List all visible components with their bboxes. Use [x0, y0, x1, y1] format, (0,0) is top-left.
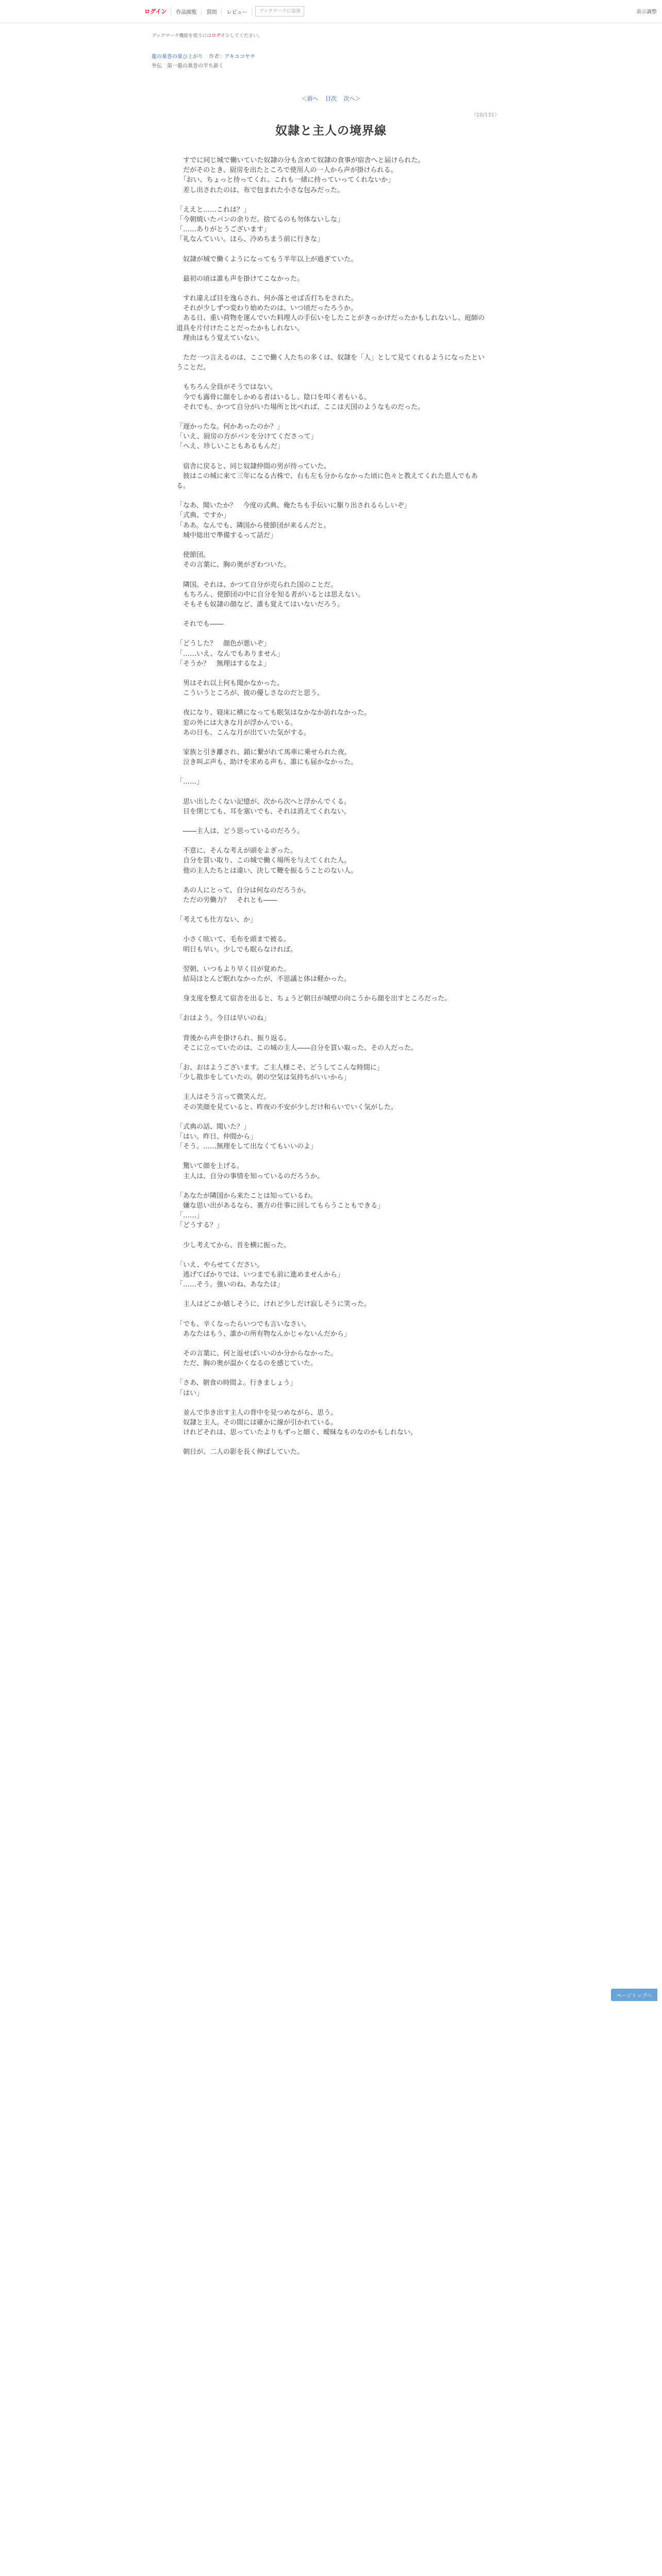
body-paragraph: 最初の頃は誰も声を掛けてこなかった。	[176, 275, 304, 283]
page-number: （10/131）	[471, 112, 500, 118]
login-note	[152, 32, 262, 39]
bookmark-add-button[interactable]	[255, 6, 304, 16]
author-prefix: 作者：	[209, 54, 225, 60]
body-paragraph: ――主人は、どう思っているのだろう。	[176, 827, 304, 835]
body-paragraph: その言葉に、何と返せばいいのか分からなかった。 ただ、胸の奥が温かくなるのを感じていた。	[183, 1350, 338, 1368]
author-info	[209, 54, 255, 60]
nav-review-link[interactable]: レビュー	[222, 8, 252, 15]
body-paragraph: 「なあ、聞いたか？ 今度の式典、俺たちも手伝いに駆り出されるらしいぞ」 「式典、ですか」 「ああ。なんでも、隣国から使節団が来るんだと。 城中総出で準備するって話だ」	[176, 502, 411, 539]
body-paragraph: 思い出したくない記憶が、次から次へと浮かんでくる。 目を閉じても、耳を塞いでも、それは消えてくれない。	[183, 798, 351, 816]
series-info	[152, 54, 255, 61]
body-paragraph: 「式典の話、聞いた？」 「はい。昨日、仲間から」 「そう。……無理をして出なくてもいいのよ」	[176, 1123, 318, 1151]
body-paragraph: それでも――	[176, 620, 224, 629]
body-paragraph: 男はそれ以上何も聞かなかった。 こういうところが、彼の優しさなのだと思う。	[183, 679, 324, 698]
body-paragraph: 家族と引き離され、鎖に繋がれて馬車に乗せられた夜。 泣き叫ぶ声も、助けを求める声も、誰にも届かなかった。	[183, 748, 358, 767]
episode-title: 奴隷と主人の境界線	[275, 124, 387, 138]
body-paragraph: 「おはよう。今日は早いのね」	[176, 1014, 271, 1023]
body-paragraph: 「いえ、やらせてください。 逃げてばかりでは、いつまでも前に進めませんから」 「……そう。強いのね、あなたは」	[176, 1261, 344, 1289]
body-paragraph: 朝日が、二人の影を長く伸ばしていた。	[176, 1448, 304, 1456]
body-paragraph: 主人はそう言って微笑んだ。 その笑顔を見ていると、昨夜の不安が少しだけ和らいでいく気がした。	[183, 1093, 398, 1111]
author-link[interactable]: アキユコヤチ	[224, 54, 255, 60]
body-paragraph: すでに同じ城で働いていた奴隷の分も含めて奴隷の食事が宿舎へと届けられた。 だがそのとき、厨房を出たところで使用人の一人から声が掛けられる。 「おい、ちょっと待ってくれ。これも一緒に持っていってくれないか」 差し出されたのは、布で包まれた小さな包みだった。	[183, 157, 425, 194]
next-page-link[interactable]: 次へ＞	[343, 95, 361, 102]
body-paragraph: もちろん全員がそうではない。 今でも露骨に顔をしかめる者はいるし、陰口を叩く者もいる。 それでも、かつて自分がいた場所と比べれば、ここは天国のようなものだった。	[183, 383, 425, 411]
body-paragraph: 背後から声を掛けられ、振り返る。 そこに立っていたのは、この城の主人――自分を買い取った、その人だった。	[183, 1034, 418, 1052]
nav-browse-link[interactable]: 作品閲覧	[171, 8, 202, 15]
body-paragraph: 驚いて顔を上げる。 主人は、自分の事情を知っているのだろうか。	[183, 1162, 324, 1180]
login-note-prefix: ブックマーク機能を使うには	[152, 33, 212, 39]
login-note-suffix: してください。	[229, 33, 262, 39]
body-paragraph: 少し考えてから、首を横に振った。	[176, 1241, 291, 1249]
bookmark-add-label: ブックマークに追加	[259, 9, 301, 14]
novel-body	[176, 156, 486, 1467]
body-paragraph: 奴隷が城で働くようになってもう半年以上が過ぎていた。	[176, 255, 358, 263]
body-paragraph: 「……」	[176, 778, 204, 786]
body-paragraph: 不意に、そんな考えが頭をよぎった。 自分を買い取り、この城で働く場所を与えてくれた人。 他の主人たちとは違い、決して鞭を振るうことのない人。	[183, 847, 358, 875]
body-paragraph: 小さく呟いて、毛布を頭まで被る。 明日も早い。少しでも眠らなければ。	[183, 936, 297, 954]
body-paragraph: 「どうした？ 顔色が悪いぞ」 「……いえ、なんでもありません」 「そうか？ 無理はするなよ」	[176, 640, 284, 668]
top-navigation-bar	[0, 0, 662, 23]
body-paragraph: ただ一つ言えるのは、ここで働く人たちの多くは、奴隷を「人」として見てくれるようになったということだ。	[176, 354, 485, 372]
toc-link[interactable]: 目次	[325, 95, 337, 102]
login-link[interactable]: ログイン	[139, 7, 171, 15]
body-paragraph: 「遅かったな。何かあったのか？」 「いえ、厨房の方がパンを分けてくださって」 「へえ、珍しいこともあるもんだ」	[176, 423, 318, 451]
page-top-button[interactable]: ページトップへ	[611, 1989, 657, 2001]
body-paragraph: 翌朝、いつもより早く目が覚めた。 結局ほとんど眠れなかったが、不思議と体は軽かった。	[183, 965, 351, 983]
body-paragraph: 身支度を整えて宿舎を出ると、ちょうど朝日が城壁の向こうから顔を出すところだった。	[176, 995, 452, 1003]
body-paragraph: 「さあ、朝食の時間よ。行きましょう」 「はい」	[176, 1379, 297, 1397]
body-paragraph: 使節団。 その言葉に、胸の奥がざわついた。	[183, 551, 291, 569]
body-paragraph: 並んで歩き出す主人の背中を見つめながら、思う。 奴隷と主人。その間には確かに線が引かれている。 けれどそれは、思っていたよりもずっと細く、曖昧なものなのかもしれない。	[183, 1409, 417, 1437]
body-paragraph: 「あなたが隣国から来たことは知っているわ。 嫌な思い出があるなら、裏方の仕事に回してもらうこともできる」 「……」 「どうする？」	[176, 1192, 385, 1230]
body-paragraph: 主人はどこか嬉しそうに、けれど少しだけ寂しそうに笑った。	[176, 1300, 371, 1309]
body-paragraph: 「でも、辛くなったらいつでも言いなさい。 あなたはもう、誰かの所有物なんかじゃないんだから」	[176, 1320, 351, 1338]
body-paragraph: すれ違えば目を逸らされ、何か落とせば舌打ちをされた。 それが少しずつ変わり始めたのは、いつ頃だったろうか。 ある日、重い荷物を運んでいた料理人の手伝いをしたことがきっかけだったかもしれないし、庭師の道具を片付けたことだったかもしれない。 理由はもう覚えていない。	[176, 295, 485, 342]
top-pager	[0, 94, 662, 103]
login-note-link[interactable]: ログイン	[211, 33, 230, 39]
body-paragraph: 「お、おはようございます。ご主人様こそ、どうしてこんな時間に」 「少し散歩をしていたの。朝の空気は気持ちがいいから」	[176, 1064, 384, 1082]
body-paragraph: 隣国。それは、かつて自分が売られた国のことだ。 もちろん、使節団の中に自分を知る者がいるとは思えない。 そもそも奴隷の顔など、誰も覚えてはいないだろう。	[183, 581, 365, 608]
series-title-link[interactable]: 龍の巣巻の巣ひ上がり	[152, 54, 203, 60]
body-paragraph: 宿舎に戻ると、同じ奴隷仲間の男が待っていた。 彼はこの城に来て三年になる古株で、右も左も分からなかった頃に色々と教えてくれた恩人でもある。	[176, 462, 478, 490]
episode-chapter-line: 外伝 第一龍の巣巻の半ち新く	[152, 63, 224, 69]
body-paragraph: 「ええと……これは？」 「今朝焼いたパンの余りだ。捨てるのも勿体ないしな」 「……ありがとうございます」 「礼なんていい。ほら、冷めちまう前に行きな」	[176, 206, 344, 244]
body-paragraph: あの人にとって、自分は何なのだろうか。 ただの労働力？ それとも――	[183, 886, 310, 904]
body-paragraph: 「考えても仕方ない、か」	[176, 916, 257, 924]
nav-question-link[interactable]: 質問	[202, 8, 222, 15]
body-paragraph: 夜になり、寝床に横になっても眠気はなかなか訪れなかった。 窓の外には大きな月が浮かんでいる。 あの日も、こんな月が出ていた気がする。	[183, 709, 371, 737]
top-nav-links	[139, 4, 304, 19]
display-settings-link[interactable]: 表示調整	[636, 9, 657, 15]
prev-page-link[interactable]: ＜前へ	[301, 95, 319, 102]
